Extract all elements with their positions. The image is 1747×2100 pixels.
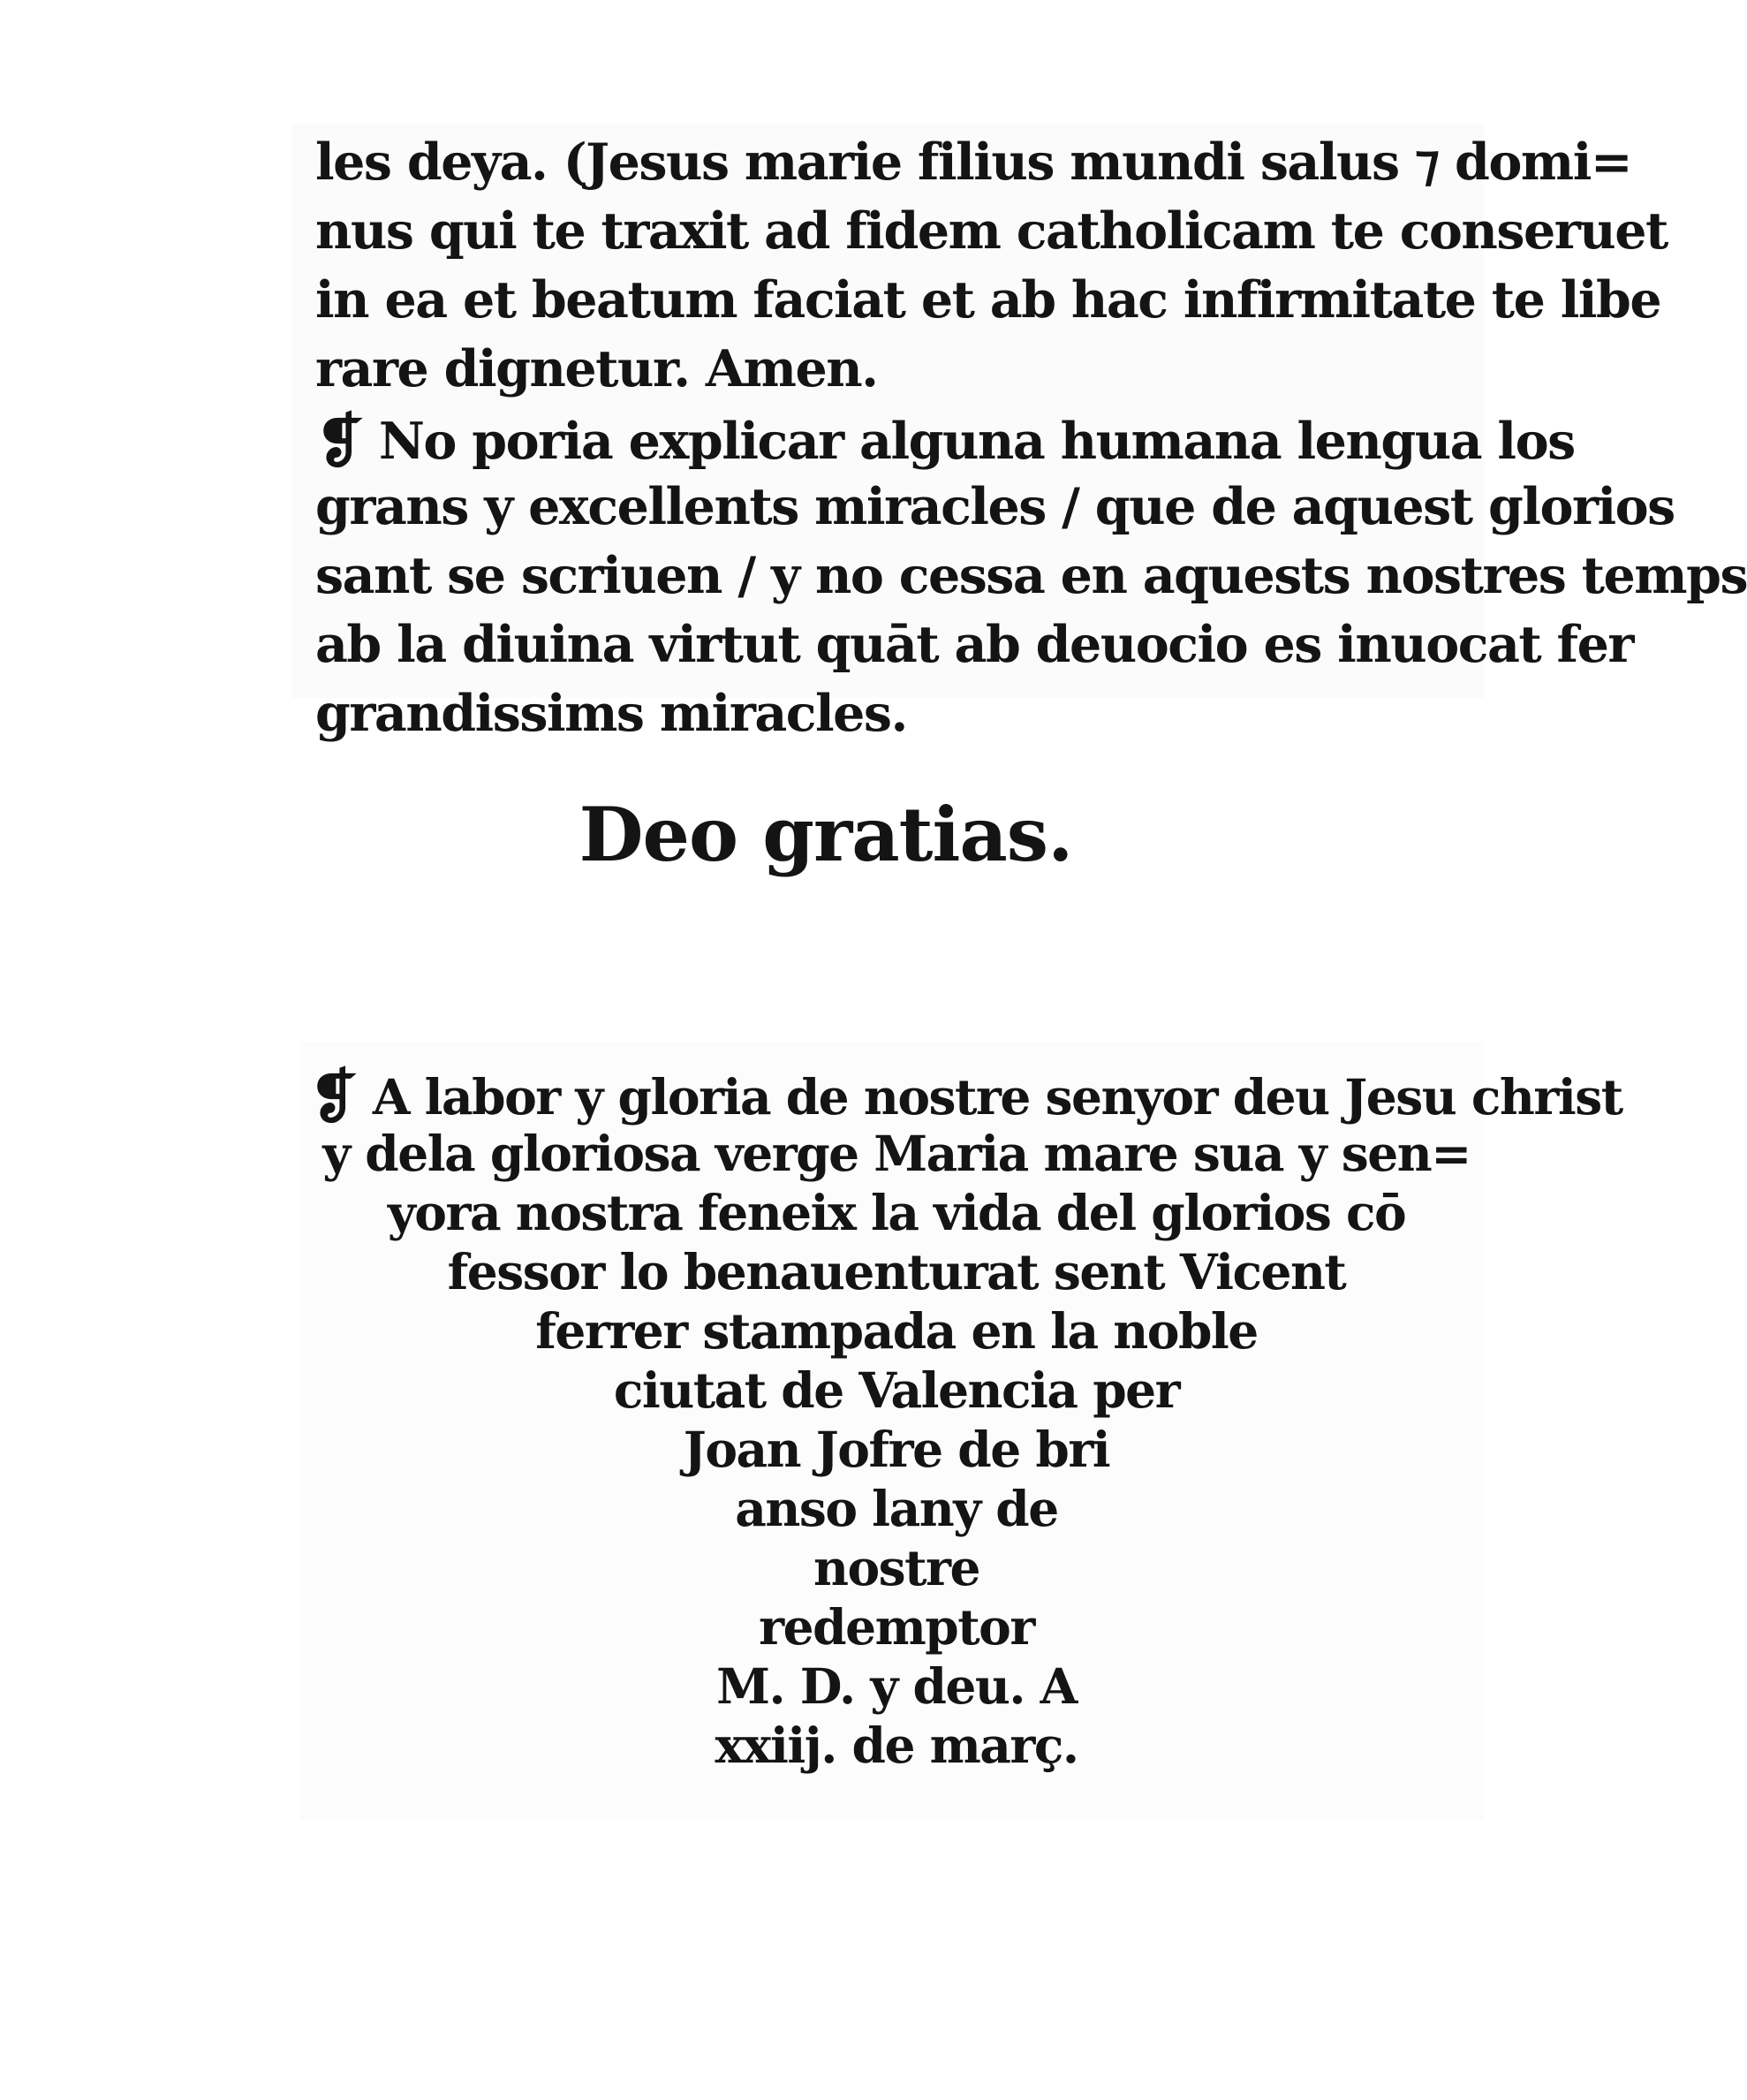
colophon-line [309,1062,1622,1131]
colophon-line: fessor lo benauenturat sent Vicent [447,1243,1346,1300]
colophon-line: Joan Jofre de bri [683,1421,1110,1478]
colophon-line: M. D. y deu. A [716,1657,1077,1715]
pilcrow-icon: ❡ [309,1062,357,1131]
colophon-line: ciutat de Valencia per [613,1361,1180,1419]
colophon-line: nostre [813,1539,979,1596]
text-line: ab la diuina virtut quāt ab deuocio es inuocat fer [315,615,1633,674]
colophon-text: A labor y gloria de nostre senyor deu Jesu christ [372,1068,1622,1126]
text-line-paragraph [315,404,1575,475]
pilcrow-icon: ❡ [315,406,363,475]
colophon-line: anso lany de [735,1480,1058,1537]
colophon-line: xxiij. de març. [715,1717,1078,1774]
colophon-line: ferrer stampada en la noble [535,1302,1258,1360]
colophon-line: redemptor [759,1598,1034,1656]
body-text [315,128,1747,748]
text-line: grans y excellents miracles / que de aquest glorios [315,477,1675,536]
colophon [309,1062,1622,1775]
text-line: sant se scriuen / y no cessa en aquests nostres temps [315,546,1747,605]
text-line: No poria explicar alguna humana lengua los [378,412,1575,471]
colophon-line: y dela gloriosa verge Maria mare sua y sen= [322,1125,1471,1182]
text-line: rare dignetur. Amen. [315,339,878,398]
text-line: les deya. (Jesus marie filius mundi salus ⁊ domi= [315,133,1632,192]
text-line: grandissims miracles. [315,684,907,743]
text-line: in ea et beatum faciat et ab hac infirmitate te libe [315,270,1661,330]
closing-title: Deo gratias. [579,791,1073,878]
colophon-line: yora nostra feneix la vida del glorios cō [387,1184,1406,1241]
text-line: nus qui te traxit ad fidem catholicam te conseruet [315,201,1668,261]
